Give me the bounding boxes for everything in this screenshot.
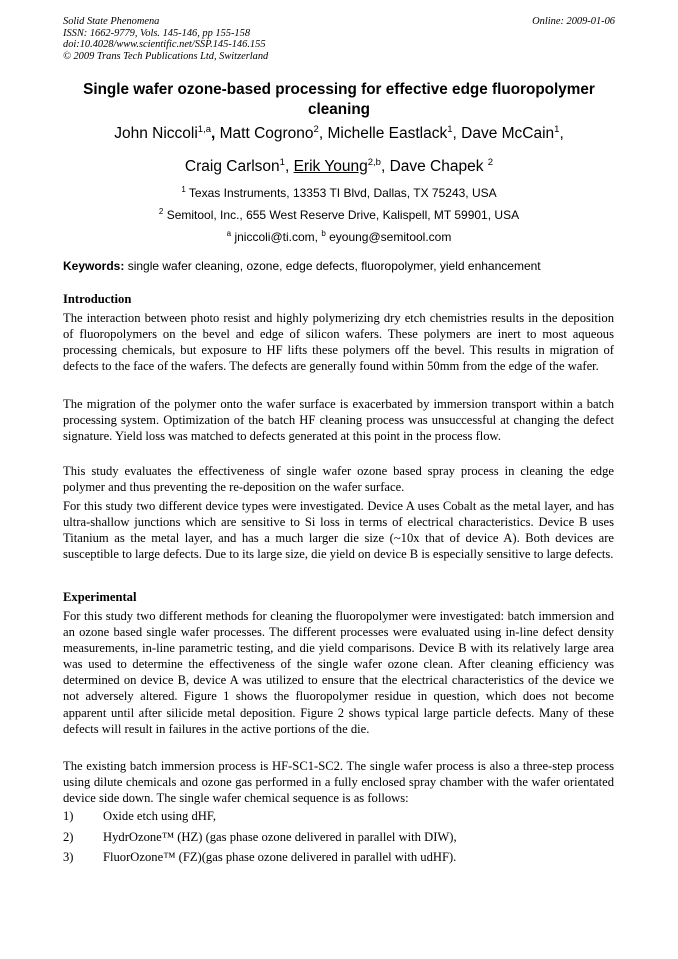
- introduction-heading: Introduction: [63, 292, 132, 306]
- list-text: FluorOzone™ (FZ)(gas phase ozone delivered in parallel with udHF).: [103, 850, 457, 864]
- journal-name: Solid State Phenomena: [63, 16, 160, 27]
- email-link[interactable]: jniccoli@ti.com,: [234, 230, 318, 244]
- author-name: Michelle Eastlack: [327, 125, 448, 142]
- email-link[interactable]: eyoung@semitool.com: [329, 230, 452, 244]
- author-sup: 1: [279, 157, 285, 168]
- author-sup: 1: [554, 124, 560, 135]
- author-line-1: John Niccoli$^{1,a}$, Matt Cogrono$^2$, Michelle Eastlack$^1$, Dave McCain$^1$,: [114, 124, 564, 142]
- author-sup: 2,b: [367, 157, 381, 168]
- journal-header: [63, 16, 268, 62]
- affiliation-2: [50, 208, 628, 222]
- author-sup: 1,a: [197, 124, 211, 135]
- email-sup: b: [321, 229, 326, 238]
- issn-line: ISSN: 1662-9779, Vols. 145-146, pp 155-158: [63, 27, 251, 39]
- online-date: Online: 2009-01-06: [532, 16, 615, 27]
- paragraph: This study evaluates the effectiveness of single wafer ozone based spray process in cleaning the edge polymer and thus preventing the re-deposition on the wafer surface.: [63, 464, 614, 495]
- affiliation-1: [50, 186, 628, 200]
- email-line: [50, 230, 628, 244]
- paper-title: Single wafer ozone-based processing for effective edge fluoropolymer cleaning: [83, 81, 595, 118]
- author-name: Craig Carlson: [184, 158, 280, 175]
- list-text: Oxide etch using dHF,: [103, 809, 217, 823]
- paragraph: The migration of the polymer onto the wafer surface is exacerbated by immersion transport within a batch processing system. Optimization of the batch HF cleaning process was unsuccessful at changing the defect signature. Yield loss was matched to defects generated at this point in the process flow.: [63, 397, 614, 444]
- paragraph: For this study two different device types were investigated. Device A uses Cobalt as the metal layer, and has ultra-shallow junctions which are sensitive to Si loss in terms of electrical characteristics. Device B uses Titanium as the metal layer, and has a much larger die size (~10x that of device A). Both devices are susceptible to large defects. Due to its large size, die yield on device B is especially sensitive to large defects.: [63, 499, 614, 562]
- author-line-2: Craig Carlson$^1$, Erik Young$^{2,b}$, Dave Chapek $^2$: [184, 157, 494, 175]
- list-number: 1): [63, 809, 74, 823]
- experimental-heading: Experimental: [63, 590, 137, 604]
- author-sup: 2: [487, 157, 494, 168]
- affiliation-text: Semitool, Inc., 655 West Reserve Drive, Kalispell, MT 59901, USA: [166, 208, 520, 222]
- keywords-text: single wafer cleaning, ozone, edge defects, fluoropolymer, yield enhancement: [127, 259, 541, 273]
- list-number: 2): [63, 830, 74, 844]
- affiliation-sup: 1: [181, 185, 186, 194]
- author-name: John Niccoli: [114, 125, 198, 142]
- list-text: HydrOzone™ (HZ) (gas phase ozone delivered in parallel with DIW),: [103, 830, 457, 844]
- email-sup: a: [226, 229, 232, 238]
- keywords-label: Keywords:: [63, 259, 125, 273]
- affiliation-text: Texas Instruments, 13353 TI Blvd, Dallas, TX 75243, USA: [188, 186, 497, 200]
- affiliation-sup: 2: [158, 207, 164, 216]
- corresponding-author-link[interactable]: Erik Young: [293, 158, 368, 175]
- paragraph: For this study two different methods for cleaning the fluoropolymer were investigated: batch immersion and an ozone based single wafer processes. The different processes were evaluated using in-line defect density measurements, in-line parametric testing, and die yield comparisons. Device B with its relatively large area was used to determine the effectiveness of the single wafer ozone clean. After cleaning efficiency was determined on device B, device A was utilized to ensure that the electrical characteristics of the device we not adversely altered. Figure 1 shows the fluoropolymer residue in question, which does not become apparent until after silicide metal deposition. Figure 2 shows typical large particle defects. Many of these defects will result in failures in the active portions of the die.: [63, 609, 614, 736]
- author-name: Dave Chapek: [389, 158, 484, 175]
- paragraph: The interaction between photo resist and highly polymerizing dry etch chemistries results in the deposition of fluoropolymers on the bevel and edge of silicon wafers. These polymers are inert to most aqueous processing chemicals, but exposure to HF lifts these polymers off the bevel. This results in migration of defects to the face of the wafers. The defects are generally found within 50mm from the edge of the wafer.: [63, 311, 614, 374]
- author-sup: 1: [447, 124, 453, 135]
- copyright-line: © 2009 Trans Tech Publications Ltd, Switzerland: [63, 50, 269, 62]
- author-name: Dave McCain: [461, 125, 555, 142]
- paragraph: The existing batch immersion process is HF-SC1-SC2. The single wafer process is also a three-step process using dilute chemicals and ozone gas performed in a fully enclosed spray chamber with the wafer orientated device side down. The single wafer chemical sequence is as follows:: [63, 759, 614, 806]
- keywords-line: [63, 259, 623, 273]
- author-name: Matt Cogrono: [219, 125, 314, 142]
- list-number: 3): [63, 850, 74, 864]
- doi-line: doi:10.4028/www.scientific.net/SSP.145-146.155: [63, 39, 266, 50]
- author-sup: 2: [313, 124, 319, 135]
